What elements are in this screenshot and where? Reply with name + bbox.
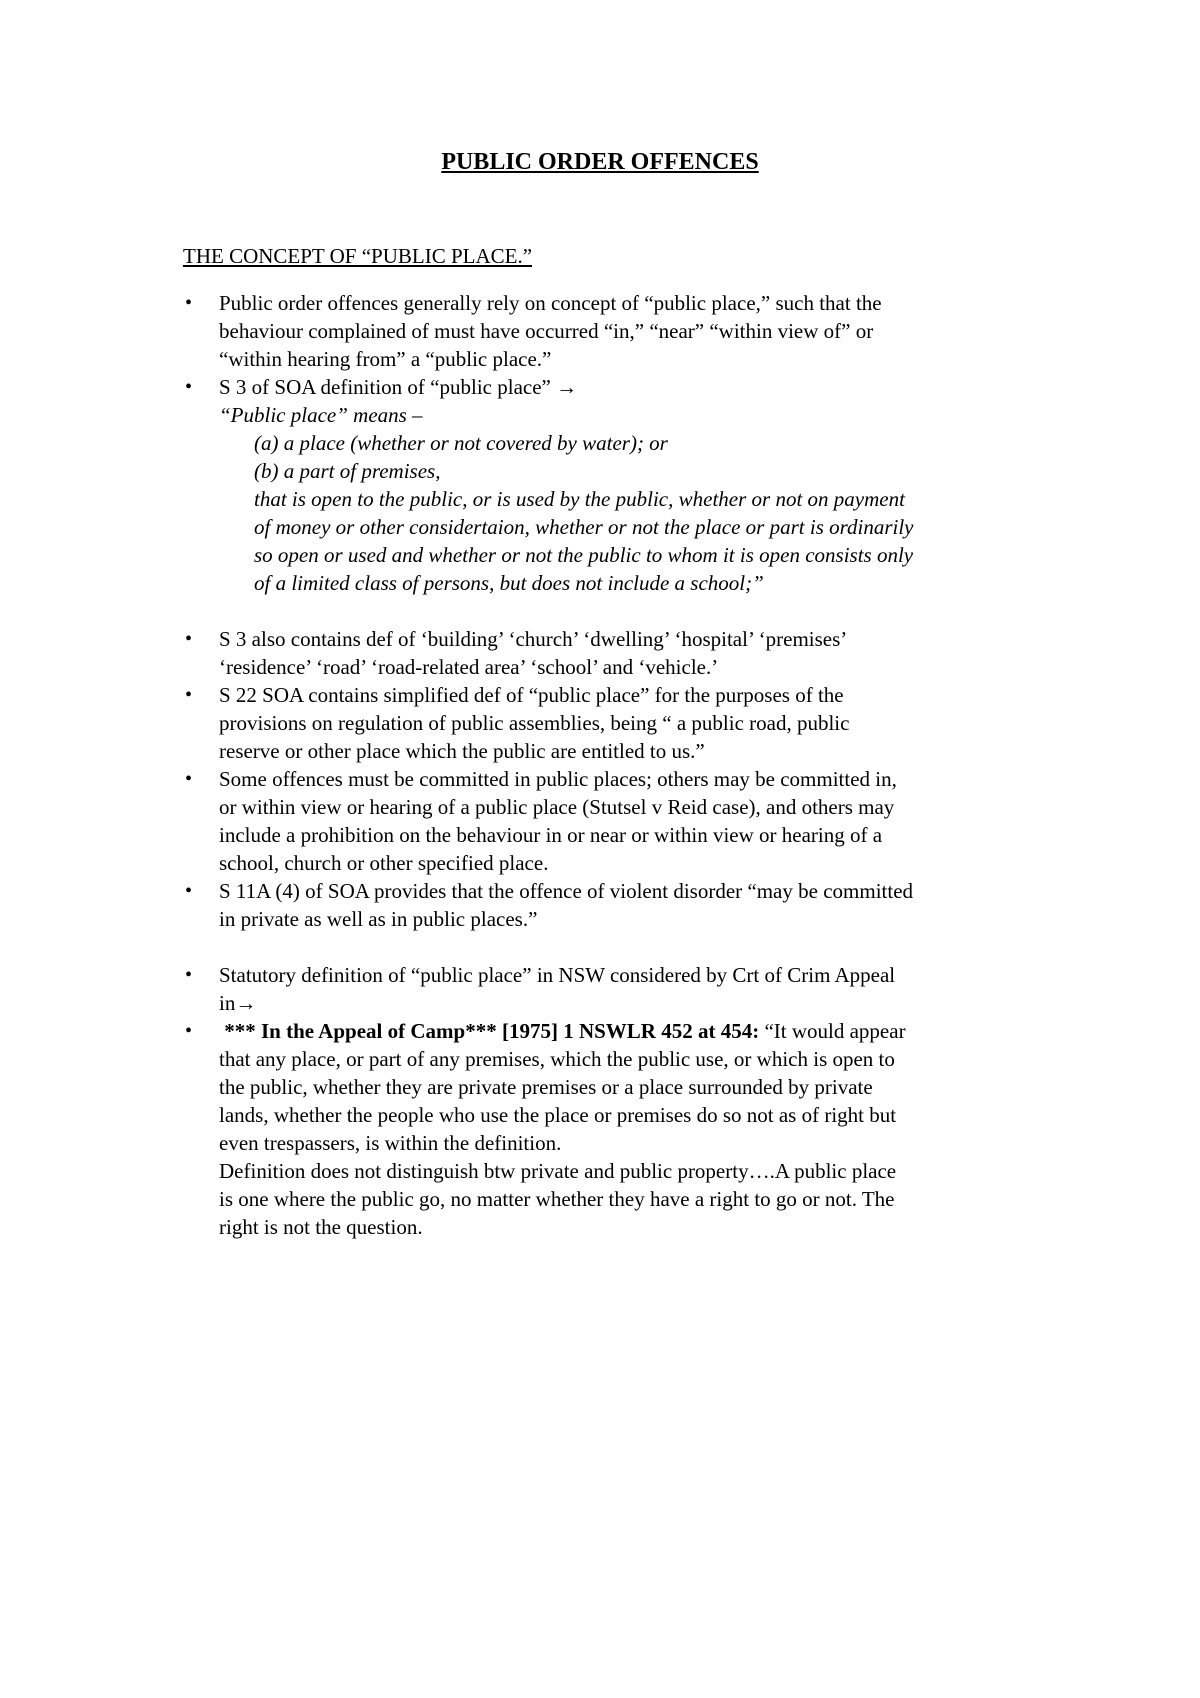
arrow-icon: → <box>556 375 578 399</box>
text-segment: in <box>219 991 236 1015</box>
text-segment: “It would appear <box>759 1019 906 1043</box>
text-line: Definition does not distinguish btw private and public property….A public place <box>219 1159 897 1183</box>
bullet-icon: • <box>185 1020 193 1042</box>
text-line: “within hearing from” a “public place.” <box>219 347 552 371</box>
case-name: *** In the Appeal of Camp*** <box>224 1019 497 1043</box>
text-line: Public order offences generally rely on concept of “public place,” such that the <box>219 291 882 315</box>
statute-quote-line: that is open to the public, or is used by the public, whether or not on payment <box>254 487 905 511</box>
text-line: is one where the public go, no matter whether they have a right to go or not. The <box>219 1187 895 1211</box>
text-line: school, church or other specified place. <box>219 851 549 875</box>
bullet-icon: • <box>185 880 193 902</box>
list-item <box>183 1017 1043 1241</box>
bullet-icon: • <box>185 628 193 650</box>
statute-quote-line: so open or used and whether or not the public to whom it is open consists only <box>254 543 914 567</box>
list-item <box>183 625 1043 681</box>
text-line: Statutory definition of “public place” in NSW considered by Crt of Crim Appeal <box>219 963 896 987</box>
text-line: the public, whether they are private premises or a place surrounded by private <box>219 1075 873 1099</box>
text-line: provisions on regulation of public assemblies, being “ a public road, public <box>219 711 850 735</box>
text-line: that any place, or part of any premises, which the public use, or which is open to <box>219 1047 895 1071</box>
text-line: ‘residence’ ‘road’ ‘road-related area’ ‘school’ and ‘vehicle.’ <box>219 655 719 679</box>
statute-quote-line: of money or other considertaion, whether or not the place or part is ordinarily <box>254 515 914 539</box>
text-line: include a prohibition on the behaviour in or near or within view or hearing of a <box>219 823 883 847</box>
text-line: right is not the question. <box>219 1215 423 1239</box>
statute-quote-line: (a) a place (whether or not covered by water); or <box>254 431 668 455</box>
bullet-icon: • <box>185 684 193 706</box>
spacer <box>183 597 1043 625</box>
bullet-list <box>183 289 1043 1241</box>
bullet-icon: • <box>185 768 193 790</box>
text-line: behaviour complained of must have occurred “in,” “near” “within view of” or <box>219 319 874 343</box>
text-segment: S 3 of SOA definition of “public place” <box>219 375 551 399</box>
text-line: even trespassers, is within the definition. <box>219 1131 562 1155</box>
list-item <box>183 681 1043 765</box>
bullet-icon: • <box>185 376 193 398</box>
statute-quote-line: of a limited class of persons, but does not include a school;” <box>254 571 764 595</box>
text-line: S 22 SOA contains simplified def of “public place” for the purposes of the <box>219 683 844 707</box>
text-line: reserve or other place which the public are entitled to us.” <box>219 739 705 763</box>
list-item <box>183 877 1043 933</box>
text-line: or within view or hearing of a public place (Stutsel v Reid case), and others may <box>219 795 895 819</box>
text-line: lands, whether the people who use the place or premises do so not as of right but <box>219 1103 897 1127</box>
spacer <box>183 933 1043 961</box>
bullet-icon: • <box>185 964 193 986</box>
list-item <box>183 765 1043 877</box>
bullet-icon: • <box>185 292 193 314</box>
text-line: S 11A (4) of SOA provides that the offence of violent disorder “may be committed <box>219 879 914 903</box>
text-line <box>219 989 1043 1017</box>
list-item <box>183 373 1043 597</box>
text-line <box>219 373 1043 401</box>
text-line: in private as well as in public places.” <box>219 907 538 931</box>
statute-quote-line: “Public place” means – <box>219 403 423 427</box>
case-citation: [1975] 1 NSWLR 452 at 454: <box>501 1019 760 1043</box>
document-title: PUBLIC ORDER OFFENCES <box>441 149 759 175</box>
section-heading: THE CONCEPT OF “PUBLIC PLACE.” <box>183 244 533 268</box>
arrow-icon: → <box>235 991 257 1015</box>
text-line: Some offences must be committed in public places; others may be committed in, <box>219 767 897 791</box>
text-line: S 3 also contains def of ‘building’ ‘church’ ‘dwelling’ ‘hospital’ ‘premises’ <box>219 627 848 651</box>
list-item <box>183 961 1043 1017</box>
list-item <box>183 289 1043 373</box>
text-line <box>219 1017 1043 1045</box>
statute-quote-line: (b) a part of premises, <box>254 459 441 483</box>
